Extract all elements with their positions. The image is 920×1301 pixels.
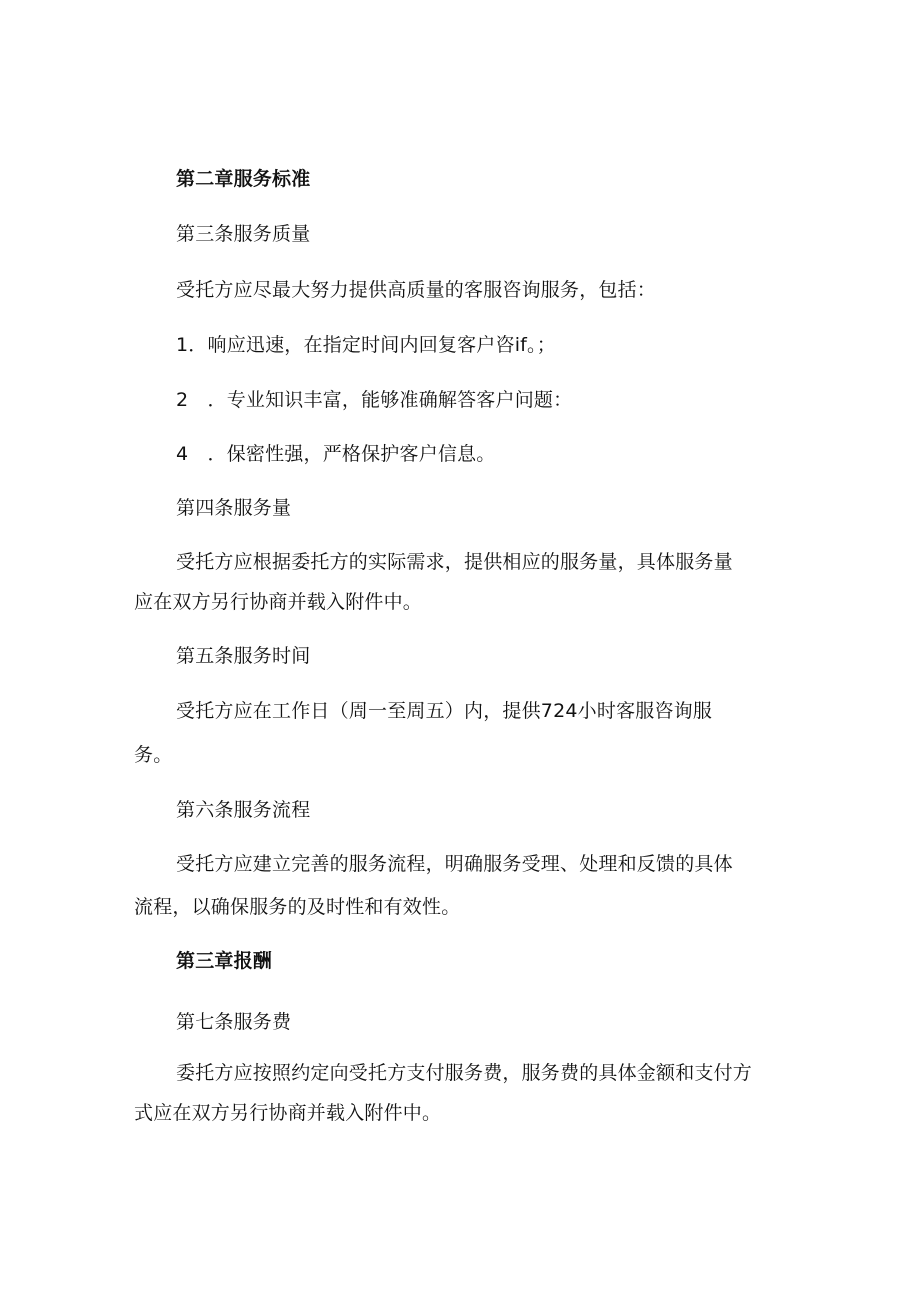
article-3-item-2: 2 ．专业知识丰富，能够准确解答客户问题： [176,389,573,411]
article-6-title: 第六条服务流程 [176,799,311,821]
article-3-item-1: 1．响应迅速，在指定时间内回复客户咨if。； [176,334,556,356]
article-5-body-line-2: 务。 [134,744,173,766]
article-3-item-4: 4 ．保密性强，严格保护客户信息。 [176,443,496,465]
article-4-title: 第四条服务量 [176,497,292,519]
article-7-body-line-2: 式应在双方另行协商并载入附件中。 [134,1102,442,1124]
article-3-title: 第三条服务质量 [176,223,311,245]
article-4-body-line-2: 应在双方另行协商并载入附件中。 [134,591,423,613]
article-7-body-line-1: 委托方应按照约定向受托方支付服务费，服务费的具体金额和支付方 [176,1062,753,1084]
article-4-body-line-1: 受托方应根据委托方的实际需求，提供相应的服务量，具体服务量 [176,551,733,573]
article-6-body-line-1: 受托方应建立完善的服务流程，明确服务受理、处理和反馈的具体 [176,853,733,875]
article-5-body-line-1: 受托方应在工作日（周一至周五）内，提供724小时客服咨询服 [176,700,713,722]
chapter-2-title: 第二章服务标准 [176,168,311,190]
article-6-body-line-2: 流程，以确保服务的及时性和有效性。 [134,896,461,918]
article-5-title: 第五条服务时间 [176,645,311,667]
chapter-3-title: 第三章报酬 [176,950,273,972]
article-7-title: 第七条服务费 [176,1011,292,1033]
article-3-intro: 受托方应尽最大努力提供高质量的客服咨询服务，包括： [176,279,657,301]
